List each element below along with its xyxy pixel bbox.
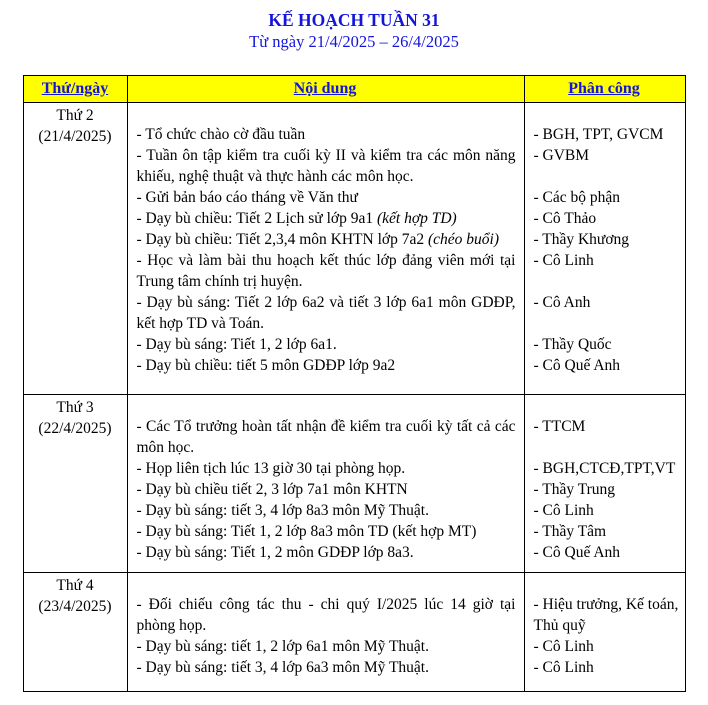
row-items bbox=[127, 103, 685, 394]
day-cell bbox=[24, 573, 127, 691]
content-item: - Dạy bù sáng: Tiết 1, 2 lớp 6a1. bbox=[136, 336, 337, 353]
assignment-item: - Cô Linh bbox=[533, 659, 594, 676]
assignment-item: - Các bộ phận bbox=[533, 189, 621, 206]
assignment-item: - Cô Linh bbox=[533, 502, 594, 519]
assignment-item: - Cô Thảo bbox=[533, 210, 597, 227]
page-title: KẾ HOẠCH TUẦN 31 bbox=[268, 10, 440, 30]
content-item: - Đối chiếu công tác thu - chi quý I/2025 lúc 14 giờ tại phòng họp. bbox=[136, 596, 516, 634]
day-cell bbox=[24, 395, 127, 572]
column-divider bbox=[524, 76, 526, 102]
content-item: - Dạy bù chiều tiết 2, 3 lớp 7a1 môn KHTN bbox=[136, 481, 408, 498]
content-item: - Dạy bù sáng: Tiết 1, 2 môn GDĐP lớp 8a3. bbox=[136, 544, 414, 561]
content-item: - Dạy bù chiều: Tiết 2,3,4 môn KHTN lớp 7a2 (chéo buổi) bbox=[136, 231, 499, 248]
assignment-item: - GVBM bbox=[533, 147, 590, 164]
table-header-row bbox=[24, 76, 685, 103]
date-range: Từ ngày 21/4/2025 – 26/4/2025 bbox=[249, 32, 459, 51]
table-row bbox=[24, 573, 685, 691]
content-item: - Tổ chức chào cờ đầu tuần bbox=[136, 126, 306, 143]
assignment-item: - BGH,CTCĐ,TPT,VT bbox=[533, 460, 676, 477]
content-item: - Dạy bù sáng: Tiết 1, 2 lớp 8a3 môn TD (kết hợp MT) bbox=[136, 523, 477, 540]
assignment-item: - Thầy Khương bbox=[533, 231, 630, 248]
column-divider bbox=[524, 103, 526, 394]
column-divider bbox=[524, 573, 526, 691]
content-item: - Dạy bù chiều: Tiết 2 Lịch sử lớp 9a1 (kết hợp TD) bbox=[136, 210, 457, 227]
content-item: - Dạy bù sáng: tiết 1, 2 lớp 6a1 môn Mỹ Thuật. bbox=[136, 638, 429, 655]
date-label: (21/4/2025) bbox=[38, 128, 112, 145]
column-header-content: Nội dung bbox=[293, 80, 357, 97]
content-item-note: (chéo buổi) bbox=[427, 231, 499, 248]
column-divider bbox=[127, 395, 129, 572]
schedule-table bbox=[23, 75, 686, 692]
day-label: Thứ 2 bbox=[56, 107, 94, 124]
column-divider bbox=[127, 103, 129, 394]
day-label: Thứ 3 bbox=[56, 399, 94, 416]
assignment-item: - Hiệu trưởng, Kế toán, Thủ quỹ bbox=[533, 596, 679, 634]
column-divider bbox=[524, 395, 526, 572]
content-item: - Dạy bù sáng: tiết 3, 4 lớp 8a3 môn Mỹ Thuật. bbox=[136, 502, 429, 519]
column-divider bbox=[127, 76, 129, 102]
table-row bbox=[24, 103, 685, 395]
column-divider bbox=[127, 573, 129, 691]
content-item: - Tuần ôn tập kiểm tra cuối kỳ II và kiểm tra các môn năng khiếu, nghệ thuật và thực hành các môn học. bbox=[136, 147, 516, 185]
content-item: - Các Tổ trưởng hoàn tất nhận đề kiểm tra cuối kỳ tất cả các môn học. bbox=[136, 418, 516, 456]
row-items bbox=[127, 573, 685, 691]
content-item: - Dạy bù sáng: tiết 3, 4 lớp 6a3 môn Mỹ Thuật. bbox=[136, 659, 429, 676]
assignment-item: - Cô Linh bbox=[533, 638, 594, 655]
table-body bbox=[24, 103, 685, 691]
assignment-item: - Thầy Trung bbox=[533, 481, 616, 498]
assignment-item: - TTCM bbox=[533, 418, 586, 435]
day-cell bbox=[24, 103, 127, 394]
assignment-item: - Cô Quế Anh bbox=[533, 357, 621, 374]
assignment-item: - Cô Quế Anh bbox=[533, 544, 621, 561]
assignment-item: - Thầy Quốc bbox=[533, 336, 612, 353]
column-header-assignment: Phân công bbox=[568, 80, 640, 97]
content-item: - Dạy bù sáng: Tiết 2 lớp 6a2 và tiết 3 lớp 6a1 môn GDĐP, kết hợp TD và Toán. bbox=[136, 294, 516, 332]
content-item: - Dạy bù chiều: tiết 5 môn GDĐP lớp 9a2 bbox=[136, 357, 396, 374]
content-item: - Học và làm bài thu hoạch kết thúc lớp đảng viên mới tại Trung tâm chính trị huyện. bbox=[136, 252, 516, 290]
assignment-item: - BGH, TPT, GVCM bbox=[533, 126, 664, 143]
day-label: Thứ 4 bbox=[56, 577, 94, 594]
content-item-note: (kết hợp TD) bbox=[376, 210, 457, 227]
content-item: - Gửi bản báo cáo tháng về Văn thư bbox=[136, 189, 358, 206]
table-row bbox=[24, 395, 685, 573]
content-item: - Họp liên tịch lúc 13 giờ 30 tại phòng họp. bbox=[136, 460, 406, 477]
assignment-item: - Cô Anh bbox=[533, 294, 591, 311]
row-items bbox=[127, 395, 685, 572]
assignment-item: - Thầy Tâm bbox=[533, 523, 607, 540]
date-label: (23/4/2025) bbox=[38, 598, 112, 615]
column-header-day: Thứ/ngày bbox=[41, 80, 109, 97]
document-header bbox=[0, 0, 708, 53]
date-label: (22/4/2025) bbox=[38, 420, 112, 437]
assignment-item: - Cô Linh bbox=[533, 252, 594, 269]
